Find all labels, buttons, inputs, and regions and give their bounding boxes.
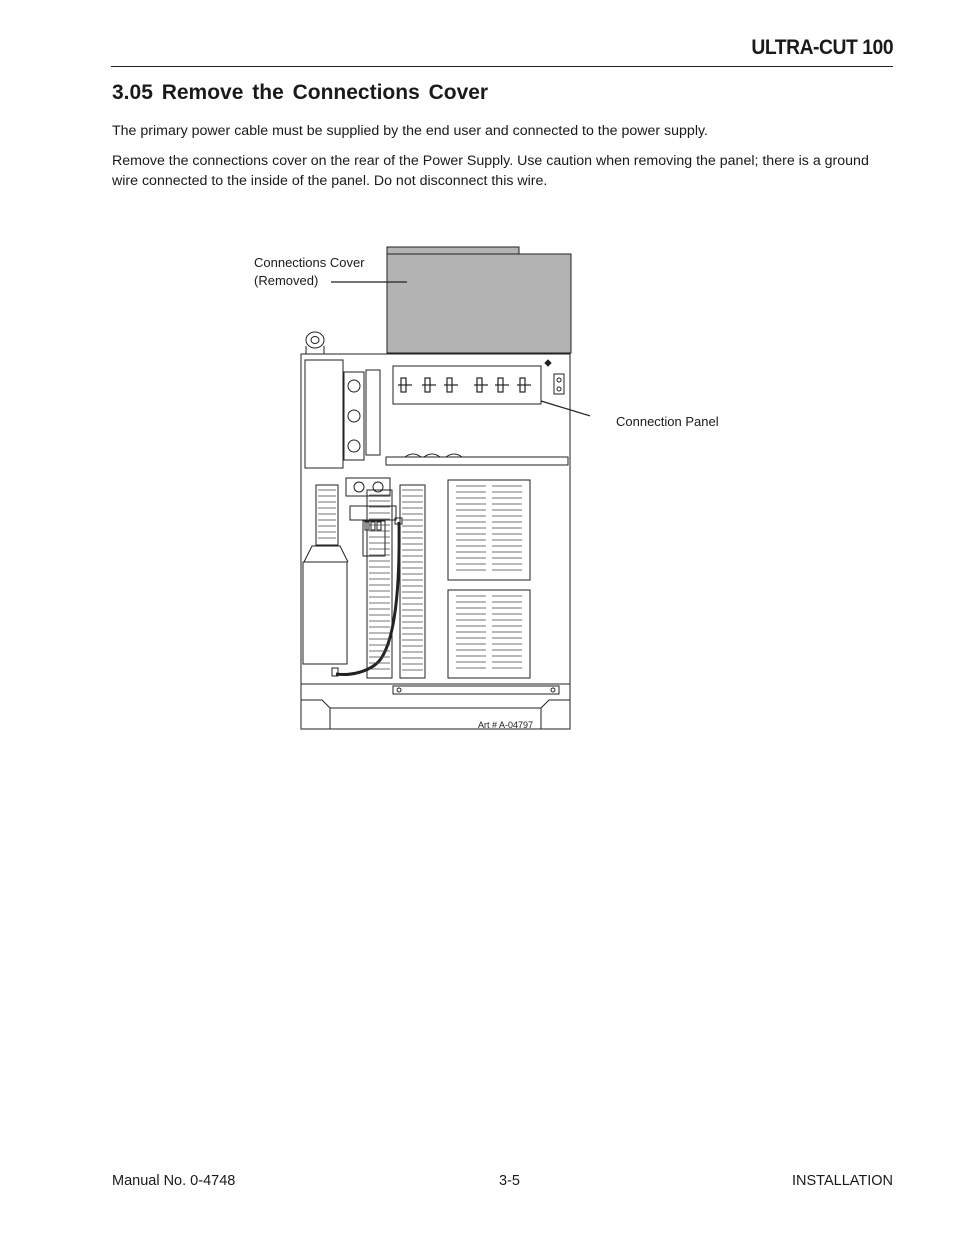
connections-cover-label-line2: (Removed)	[254, 273, 319, 288]
connections-cover-label-line1: Connections Cover	[254, 255, 365, 270]
section-title: 3.05 Remove the Connections Cover	[112, 81, 489, 104]
connections-cover-label	[254, 254, 365, 290]
connection-panel-label: Connection Panel	[616, 414, 719, 429]
power-supply-rear-illustration	[290, 240, 590, 740]
paragraph-power-cable: The primary power cable must be supplied by the end user and connected to the power supply.	[112, 123, 708, 139]
footer-manual-number: Manual No. 0-4748	[112, 1173, 236, 1189]
footer-chapter: INSTALLATION	[792, 1173, 893, 1189]
footer-page-number: 3-5	[499, 1173, 520, 1189]
product-title: ULTRA-CUT 100	[751, 36, 893, 59]
art-number: Art # A-04797	[478, 720, 534, 730]
header-rule	[111, 66, 893, 67]
paragraph-remove-cover: Remove the connections cover on the rear of the Power Supply. Use caution when removing the panel; there is a ground wire connected to the inside of the panel. Do not disconnect this wire.	[112, 153, 869, 189]
